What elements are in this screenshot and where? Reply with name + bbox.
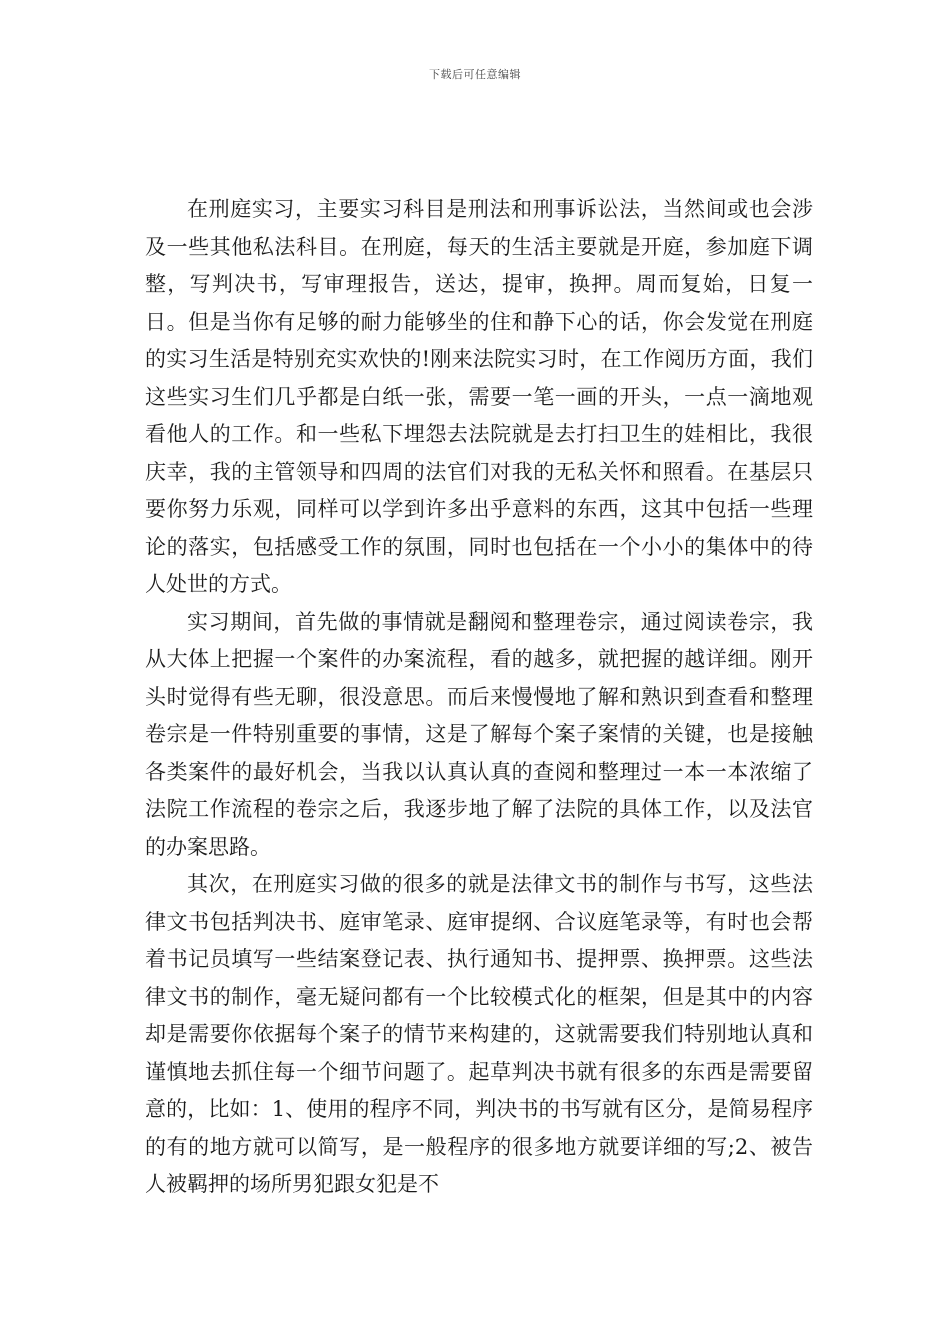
paragraph-3: 其次，在刑庭实习做的很多的就是法律文书的制作与书写，这些法律文书包括判决书、庭审笔录、庭审提纲、合议庭笔录等，有时也会帮着书记员填写一些结案登记表、执行通知书、提押票、换押票。这些法律文书的制作，毫无疑问都有一个比较模式化的框架，但是其中的内容却是需要你依据每个案子的情节来构建的，这就需要我们特别地认真和谨慎地去抓住每一个细节问题了。起草判决书就有很多的东西是需要留意的，比如：1、使用的程序不同，判决书的书写就有区分，是简易程序的有的地方就可以简写，是一般程序的很多地方就要详细的写;2、被告人被羁押的场所男犯跟女犯是不 xyxy=(145,872,813,1196)
paragraph-2: 实习期间，首先做的事情就是翻阅和整理卷宗，通过阅读卷宗，我从大体上把握一个案件的办案流程，看的越多，就把握的越详细。刚开头时觉得有些无聊，很没意思。而后来慢慢地了解和熟识到查看和整理卷宗是一件特别重要的事情，这是了解每个案子案情的关键，也是接触各类案件的最好机会，当我以认真认真的查阅和整理过一本一本浓缩了法院工作流程的卷宗之后，我逐步地了解了法院的具体工作，以及法官的办案思路。 xyxy=(145,609,813,859)
page-header: 下载后可任意编辑 xyxy=(429,68,521,81)
document-body xyxy=(145,191,813,1204)
paragraph-1: 在刑庭实习，主要实习科目是刑法和刑事诉讼法，当然间或也会涉及一些其他私法科目。在刑庭，每天的生活主要就是开庭，参加庭下调整，写判决书，写审理报告，送达，提审，换押。周而复始，日复一日。但是当你有足够的耐力能够坐的住和静下心的话，你会发觉在刑庭的实习生活是特别充实欢快的!刚来法院实习时，在工作阅历方面，我们这些实习生们几乎都是白纸一张，需要一笔一画的开头，一点一滴地观看他人的工作。和一些私下埋怨去法院就是去打扫卫生的娃相比，我很庆幸，我的主管领导和四周的法官们对我的无私关怀和照看。在基层只要你努力乐观，同样可以学到许多出乎意料的东西，这其中包括一些理论的落实，包括感受工作的氛围，同时也包括在一个小小的集体中的待人处世的方式。 xyxy=(145,197,813,596)
